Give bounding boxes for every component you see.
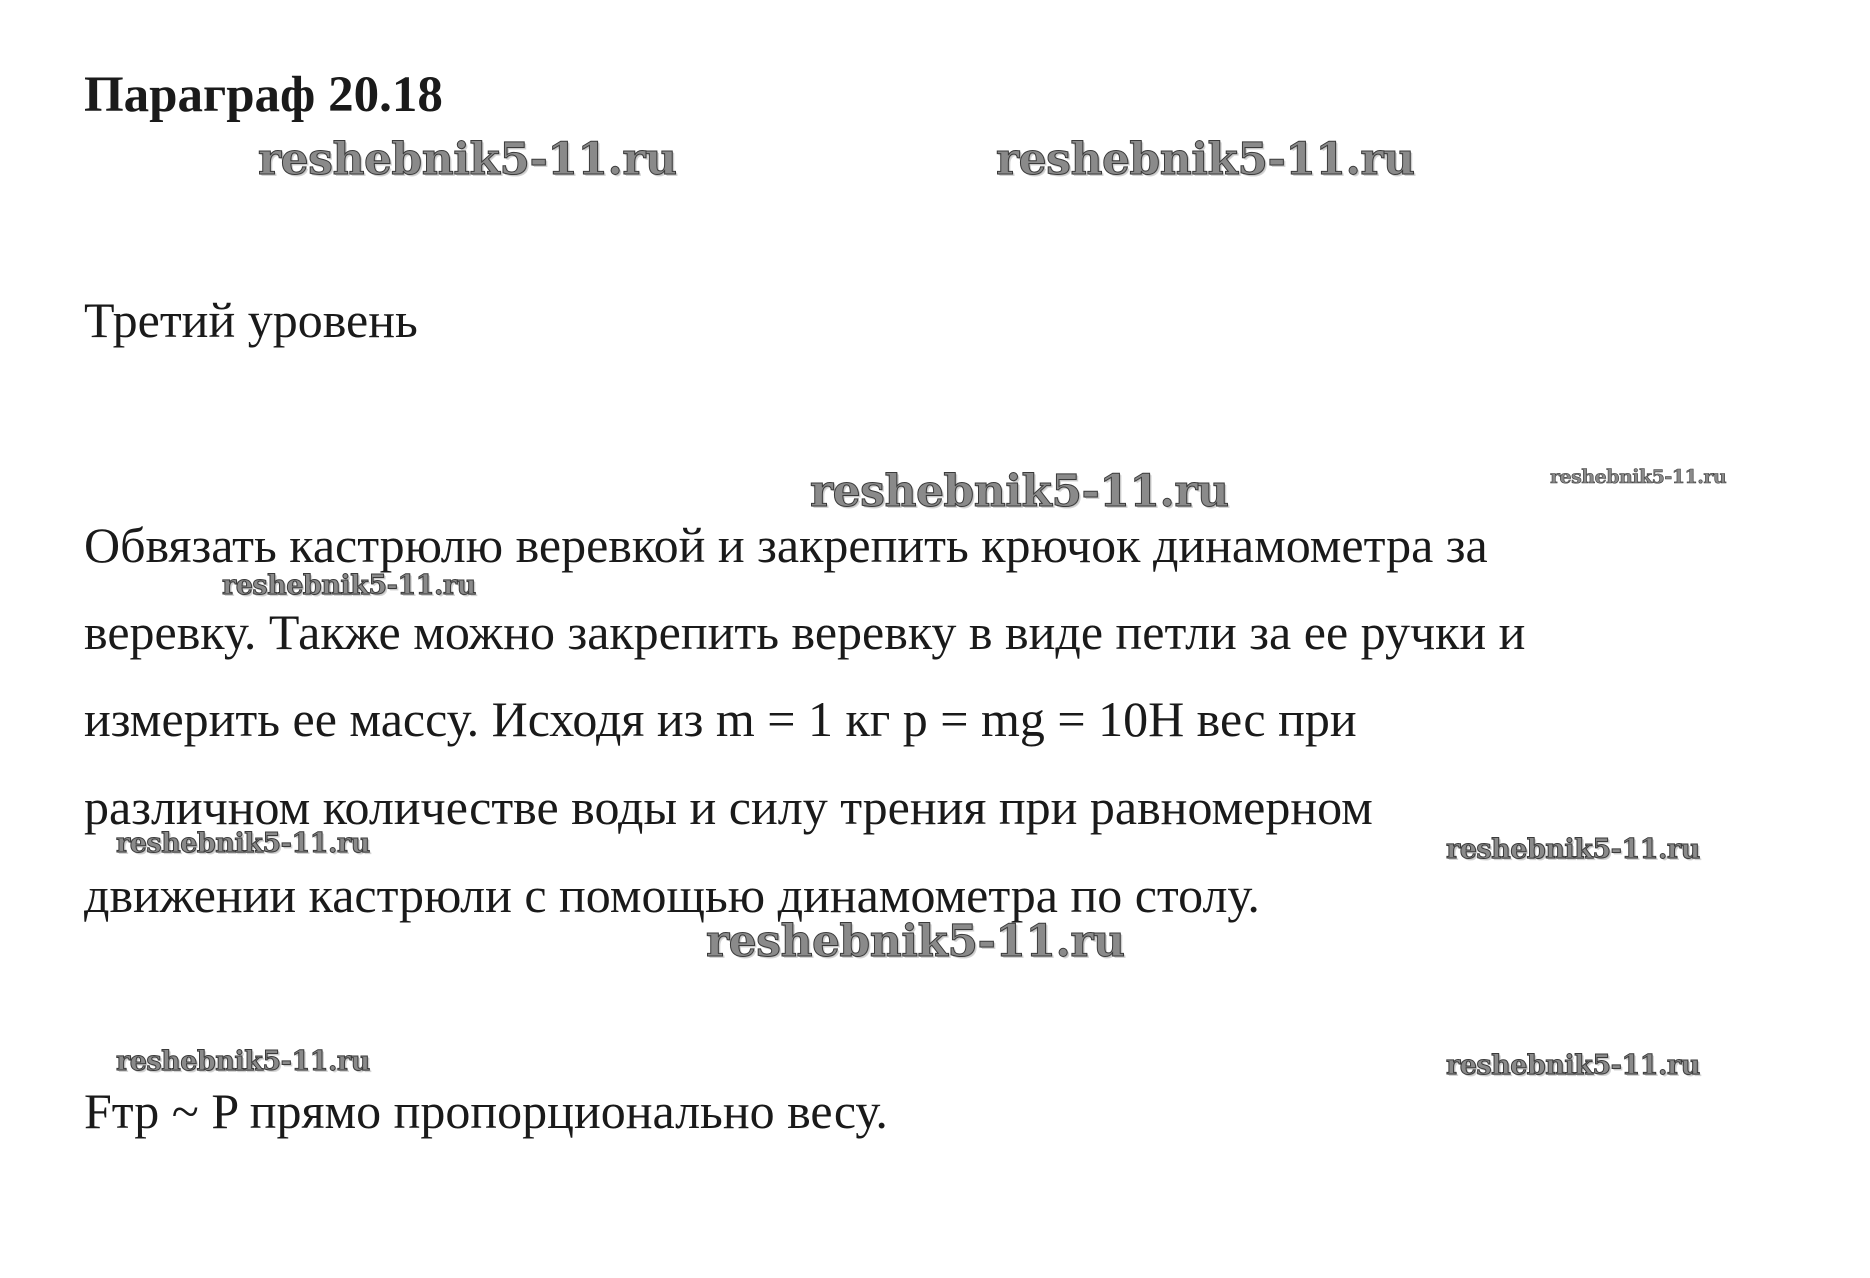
- paragraph-line: Обвязать кастрюлю веревкой и закрепить крючок динамометра за: [84, 517, 1488, 573]
- watermark: reshebnik5-11.ru: [1550, 466, 1727, 488]
- watermark: reshebnik5-11.ru: [222, 570, 476, 601]
- watermark: reshebnik5-11.ru: [810, 466, 1229, 517]
- paragraph-line: измерить ее массу. Исходя из m = 1 кг p = mg = 10Н вес при: [84, 691, 1357, 747]
- watermark: reshebnik5-11.ru: [116, 1046, 370, 1077]
- conclusion-line: Fтр ~ P прямо пропорционально весу.: [84, 1083, 888, 1139]
- watermark: reshebnik5-11.ru: [258, 134, 677, 185]
- paragraph-line: веревку. Также можно закрепить веревку в виде петли за ее ручки и: [84, 604, 1526, 660]
- watermark: reshebnik5-11.ru: [996, 134, 1415, 185]
- watermark: reshebnik5-11.ru: [706, 916, 1125, 967]
- level-heading: Третий уровень: [84, 292, 418, 348]
- paragraph-line: движении кастрюли с помощью динамометра по столу.: [84, 867, 1260, 923]
- watermark: reshebnik5-11.ru: [1446, 1050, 1700, 1081]
- paragraph-line: различном количестве воды и силу трения при равномерном: [84, 779, 1373, 835]
- watermark: reshebnik5-11.ru: [116, 828, 370, 859]
- watermark: reshebnik5-11.ru: [1446, 834, 1700, 865]
- paragraph-title: Параграф 20.18: [84, 67, 443, 123]
